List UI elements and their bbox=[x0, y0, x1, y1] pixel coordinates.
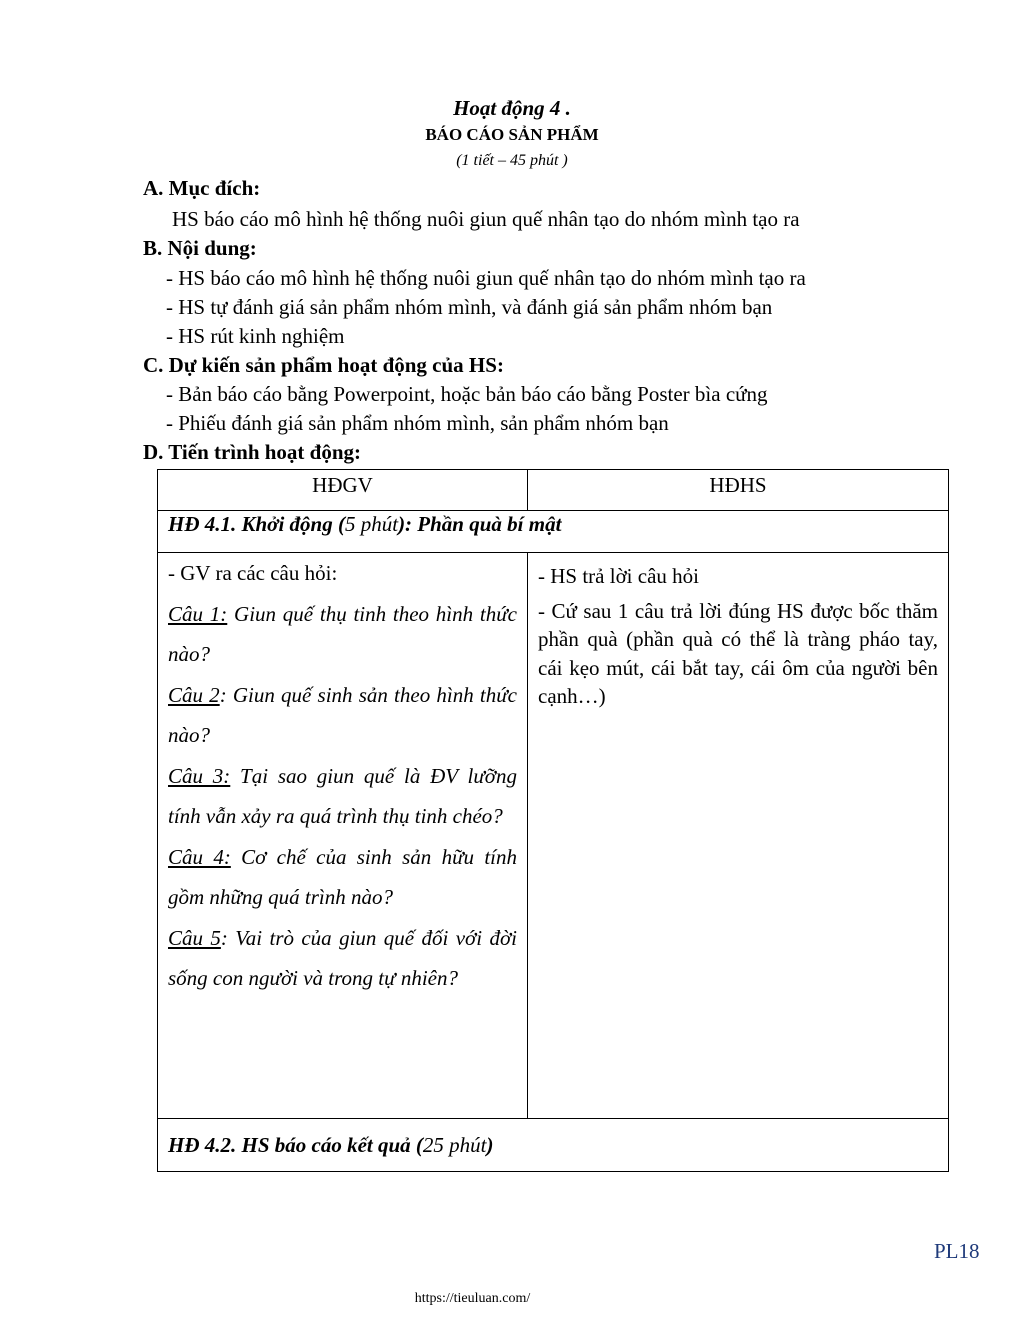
activity-title: Hoạt động 4 . bbox=[453, 96, 571, 120]
column-header-hs: HĐHS bbox=[528, 470, 949, 511]
footer-url[interactable]: https://tieuluan.com/ bbox=[414, 1291, 531, 1306]
section-c-heading: C. Dự kiến sản phẩm hoạt động của HS: bbox=[143, 353, 504, 377]
column-header-gv: HĐGV bbox=[158, 470, 528, 511]
section-b-line-1: - HS báo cáo mô hình hệ thống nuôi giun quế nhân tạo do nhóm mình tạo ra bbox=[166, 266, 806, 290]
section-b-line-2: - HS tự đánh giá sản phẩm nhóm mình, và đánh giá sản phẩm nhóm bạn bbox=[166, 295, 773, 319]
question-1: Câu 1: Giun quế thụ tinh theo hình thức nào? bbox=[168, 601, 517, 666]
section-d-heading: D. Tiến trình hoạt động: bbox=[143, 440, 362, 464]
activity-table bbox=[157, 469, 949, 1172]
section-c-line-1: - Bản báo cáo bằng Powerpoint, hoặc bản báo cáo bằng Poster bìa cứng bbox=[166, 382, 768, 406]
question-3: Câu 3: Tại sao giun quế là ĐV lưỡng tính vẫn xảy ra quá trình thụ tinh chéo? bbox=[168, 763, 517, 828]
hs-line-2: - Cứ sau 1 câu trả lời đúng HS được bốc thăm phần quà (phần quà có thể là tràng pháo tay, cái kẹo mút, cái bắt tay, cái ôm của người bên cạnh…) bbox=[538, 598, 938, 708]
page-number: PL18 bbox=[934, 1239, 980, 1263]
hs-activity-cell bbox=[528, 553, 949, 1119]
question-4: Câu 4: Cơ chế của sinh sản hữu tính gồm những quá trình nào? bbox=[168, 844, 518, 909]
hs-line-1: - HS trả lời câu hỏi bbox=[538, 564, 699, 588]
question-2: Câu 2: Giun quế sinh sản theo hình thức nào? bbox=[168, 682, 517, 747]
activity-subtitle: BÁO CÁO SẢN PHẨM bbox=[425, 125, 599, 144]
question-5: Câu 5: Vai trò của giun quế đối với đời sống con người và trong tự nhiên? bbox=[168, 925, 517, 990]
section-a-line-1: HS báo cáo mô hình hệ thống nuôi giun quế nhân tạo do nhóm mình tạo ra bbox=[172, 207, 800, 231]
section-b-heading: B. Nội dung: bbox=[143, 236, 257, 260]
gv-intro: - GV ra các câu hỏi: bbox=[168, 561, 338, 585]
section-a-heading: A. Mục đích: bbox=[143, 176, 261, 200]
activity-duration: (1 tiết – 45 phút ) bbox=[456, 152, 568, 169]
section-b-line-3: - HS rút kinh nghiệm bbox=[166, 324, 345, 348]
gv-activity-cell bbox=[158, 553, 528, 1119]
hd42-row: HĐ 4.2. HS báo cáo kết quả (25 phút) bbox=[158, 1119, 949, 1172]
hd41-row: HĐ 4.1. Khởi động (5 phút): Phần quà bí mật bbox=[158, 511, 949, 553]
section-c-line-2: - Phiếu đánh giá sản phẩm nhóm mình, sản phẩm nhóm bạn bbox=[166, 411, 669, 435]
